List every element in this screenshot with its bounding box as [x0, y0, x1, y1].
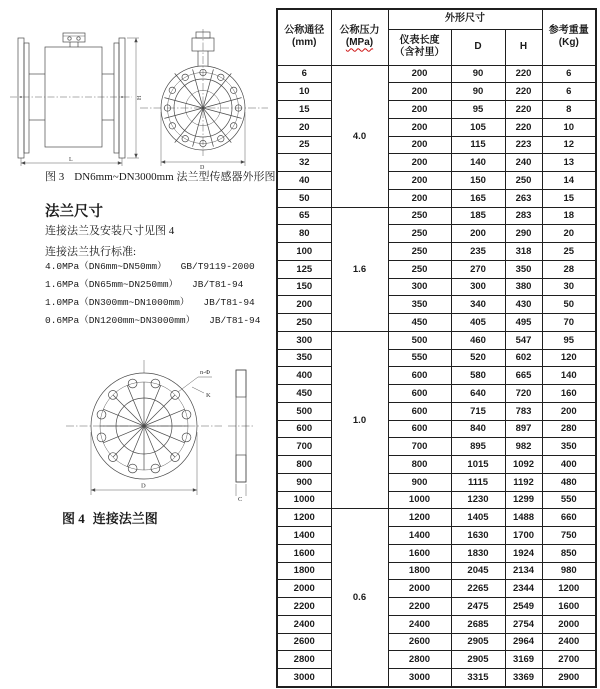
flange-table-body	[277, 65, 596, 687]
cell-weight: 50	[542, 296, 596, 314]
cell-d: 90	[451, 65, 505, 83]
cell-d: 115	[451, 136, 505, 154]
cell-meter-length: 250	[388, 225, 451, 243]
cell-d: 1115	[451, 473, 505, 491]
cell-weight: 1200	[542, 580, 596, 598]
table-row	[277, 83, 596, 101]
cell-meter-length: 2600	[388, 633, 451, 651]
cell-h: 263	[505, 189, 542, 207]
table-row	[277, 402, 596, 420]
sensor-front-view-drawing	[140, 28, 268, 170]
standard-spec: 4.0MPa（DN6mm~DN50mm）	[45, 261, 167, 272]
cell-d: 300	[451, 278, 505, 296]
figure4-caption-number: 图 4	[62, 511, 85, 526]
figure3-caption	[45, 168, 275, 184]
cell-weight: 280	[542, 420, 596, 438]
cell-nominal-diameter: 700	[277, 438, 331, 456]
cell-d: 580	[451, 367, 505, 385]
table-row	[277, 349, 596, 367]
table-row	[277, 509, 596, 527]
cell-nominal-diameter: 3000	[277, 669, 331, 688]
cell-weight: 10	[542, 118, 596, 136]
cell-nominal-pressure: 4.0	[331, 65, 388, 207]
cell-weight: 20	[542, 225, 596, 243]
header-weight-unit: (Kg)	[558, 37, 579, 49]
cell-h: 350	[505, 260, 542, 278]
table-row	[277, 598, 596, 616]
cell-weight: 750	[542, 527, 596, 545]
cell-h: 3169	[505, 651, 542, 669]
cell-nominal-diameter: 1000	[277, 491, 331, 509]
cell-meter-length: 200	[388, 136, 451, 154]
cell-nominal-diameter: 500	[277, 402, 331, 420]
cell-d: 165	[451, 189, 505, 207]
cell-d: 460	[451, 331, 505, 349]
cell-meter-length: 200	[388, 172, 451, 190]
header-h: H	[505, 29, 542, 65]
cell-meter-length: 450	[388, 314, 451, 332]
cell-nominal-diameter: 150	[277, 278, 331, 296]
table-row	[277, 438, 596, 456]
cell-weight: 2000	[542, 615, 596, 633]
cell-weight: 14	[542, 172, 596, 190]
cell-meter-length: 900	[388, 473, 451, 491]
cell-d: 2045	[451, 562, 505, 580]
cell-meter-length: 2400	[388, 615, 451, 633]
standard-item	[45, 312, 260, 330]
cell-d: 2685	[451, 615, 505, 633]
cell-weight: 120	[542, 349, 596, 367]
cell-weight: 660	[542, 509, 596, 527]
cell-d: 640	[451, 385, 505, 403]
cell-d: 520	[451, 349, 505, 367]
cell-h: 1924	[505, 544, 542, 562]
standard-spec: 1.6MPa（DN65mm~DN250mm）	[45, 279, 179, 290]
cell-nominal-diameter: 1600	[277, 544, 331, 562]
cell-meter-length: 250	[388, 243, 451, 261]
cell-meter-length: 200	[388, 101, 451, 119]
cell-weight: 160	[542, 385, 596, 403]
table-row	[277, 562, 596, 580]
table-row	[277, 544, 596, 562]
cell-h: 1488	[505, 509, 542, 527]
cell-weight: 200	[542, 402, 596, 420]
cell-nominal-diameter: 2200	[277, 598, 331, 616]
standard-item	[45, 294, 260, 312]
table-row	[277, 456, 596, 474]
cell-meter-length: 800	[388, 456, 451, 474]
cell-h: 1092	[505, 456, 542, 474]
table-row	[277, 331, 596, 349]
table-row	[277, 278, 596, 296]
table-row	[277, 296, 596, 314]
cell-nominal-diameter: 1800	[277, 562, 331, 580]
cell-nominal-diameter: 65	[277, 207, 331, 225]
flange-spec-table	[276, 8, 597, 688]
cell-d: 2265	[451, 580, 505, 598]
cell-meter-length: 200	[388, 154, 451, 172]
cell-d: 90	[451, 83, 505, 101]
cell-h: 897	[505, 420, 542, 438]
label-bolt-count: n-Φ	[200, 369, 211, 376]
header-meter-length	[388, 29, 451, 65]
table-row	[277, 118, 596, 136]
cell-h: 2549	[505, 598, 542, 616]
cell-nominal-diameter: 250	[277, 314, 331, 332]
cell-nominal-diameter: 32	[277, 154, 331, 172]
header-length-line1: 仪表长度	[399, 35, 440, 46]
table-row	[277, 385, 596, 403]
connection-flange-drawing	[52, 340, 257, 505]
cell-d: 840	[451, 420, 505, 438]
cell-weight: 12	[542, 136, 596, 154]
cell-meter-length: 200	[388, 65, 451, 83]
flange-spokes	[100, 382, 188, 470]
cell-weight: 480	[542, 473, 596, 491]
standard-spec: 1.0MPa（DN300mm~DN1000mm）	[45, 297, 190, 308]
cell-h: 720	[505, 385, 542, 403]
cell-weight: 70	[542, 314, 596, 332]
cell-nominal-diameter: 6	[277, 65, 331, 83]
cell-nominal-diameter: 2600	[277, 633, 331, 651]
cell-nominal-diameter: 900	[277, 473, 331, 491]
cell-d: 270	[451, 260, 505, 278]
cell-weight: 850	[542, 544, 596, 562]
cell-nominal-diameter: 100	[277, 243, 331, 261]
cell-d: 2905	[451, 651, 505, 669]
flange-standards-list	[45, 258, 260, 330]
table-row	[277, 243, 596, 261]
cell-meter-length: 250	[388, 260, 451, 278]
cell-meter-length: 1400	[388, 527, 451, 545]
cell-nominal-diameter: 80	[277, 225, 331, 243]
table-row	[277, 65, 596, 83]
cell-h: 283	[505, 207, 542, 225]
cell-weight: 95	[542, 331, 596, 349]
cell-nominal-diameter: 125	[277, 260, 331, 278]
cell-meter-length: 600	[388, 385, 451, 403]
table-row	[277, 491, 596, 509]
cell-meter-length: 1000	[388, 491, 451, 509]
cell-meter-length: 200	[388, 83, 451, 101]
cell-d: 185	[451, 207, 505, 225]
cell-d: 405	[451, 314, 505, 332]
table-row	[277, 580, 596, 598]
standard-code: GB/T9119-2000	[180, 261, 255, 272]
cell-d: 715	[451, 402, 505, 420]
cell-d: 95	[451, 101, 505, 119]
header-dn-unit: (mm)	[292, 37, 317, 49]
flange-intro-line2: 连接法兰执行标准:	[45, 246, 137, 258]
table-row	[277, 367, 596, 385]
cell-nominal-diameter: 400	[277, 367, 331, 385]
table-row	[277, 225, 596, 243]
cell-h: 982	[505, 438, 542, 456]
cell-meter-length: 2000	[388, 580, 451, 598]
cell-nominal-diameter: 2800	[277, 651, 331, 669]
cell-meter-length: 700	[388, 438, 451, 456]
cell-d: 105	[451, 118, 505, 136]
table-row	[277, 189, 596, 207]
cell-meter-length: 550	[388, 349, 451, 367]
cell-meter-length: 600	[388, 402, 451, 420]
cell-meter-length: 300	[388, 278, 451, 296]
cell-weight: 30	[542, 278, 596, 296]
cell-nominal-diameter: 15	[277, 101, 331, 119]
header-nominal-pressure	[331, 9, 388, 65]
cell-meter-length: 2200	[388, 598, 451, 616]
cell-h: 250	[505, 172, 542, 190]
cell-nominal-pressure: 1.0	[331, 331, 388, 509]
cell-nominal-diameter: 450	[277, 385, 331, 403]
cell-h: 290	[505, 225, 542, 243]
flange-table-header	[277, 9, 596, 65]
cell-h: 2754	[505, 615, 542, 633]
cell-h: 602	[505, 349, 542, 367]
cell-h: 220	[505, 65, 542, 83]
cell-meter-length: 600	[388, 367, 451, 385]
cell-weight: 2400	[542, 633, 596, 651]
cell-nominal-diameter: 2400	[277, 615, 331, 633]
cell-d: 2475	[451, 598, 505, 616]
cell-meter-length: 500	[388, 331, 451, 349]
dim-label-d: D	[200, 165, 205, 170]
cell-h: 220	[505, 83, 542, 101]
cell-weight: 6	[542, 65, 596, 83]
dim-label-h: H	[137, 95, 143, 100]
table-row	[277, 260, 596, 278]
cell-d: 1405	[451, 509, 505, 527]
cell-weight: 550	[542, 491, 596, 509]
cell-weight: 25	[542, 243, 596, 261]
cell-weight: 350	[542, 438, 596, 456]
table-row	[277, 633, 596, 651]
cell-h: 220	[505, 101, 542, 119]
cell-nominal-diameter: 50	[277, 189, 331, 207]
cell-meter-length: 600	[388, 420, 451, 438]
cell-h: 2964	[505, 633, 542, 651]
cell-nominal-diameter: 800	[277, 456, 331, 474]
standard-item	[45, 258, 260, 276]
header-reference-weight	[542, 9, 596, 65]
cell-h: 240	[505, 154, 542, 172]
figure4-caption	[62, 508, 158, 527]
table-row	[277, 669, 596, 688]
label-flange-d: D	[141, 482, 146, 490]
standard-item	[45, 276, 260, 294]
header-dn-label: 公称通径	[284, 25, 325, 37]
cell-meter-length: 250	[388, 207, 451, 225]
cell-d: 200	[451, 225, 505, 243]
figure4-caption-text: 连接法兰图	[92, 511, 158, 526]
figure3-caption-text: DN6mm~DN3000mm 法兰型传感器外形图	[74, 171, 276, 183]
cell-meter-length: 1600	[388, 544, 451, 562]
cell-d: 2905	[451, 633, 505, 651]
cell-nominal-diameter: 10	[277, 83, 331, 101]
cell-h: 223	[505, 136, 542, 154]
label-bolt-circle-k: K	[206, 392, 211, 399]
cell-d: 1230	[451, 491, 505, 509]
cell-nominal-pressure: 1.6	[331, 207, 388, 331]
table-row	[277, 615, 596, 633]
table-row	[277, 136, 596, 154]
cell-weight: 15	[542, 189, 596, 207]
table-row	[277, 314, 596, 332]
header-pn-unit: (MPa)	[345, 37, 374, 49]
cell-meter-length: 350	[388, 296, 451, 314]
standard-spec: 0.6MPa（DN1200mm~DN3000mm）	[45, 315, 196, 326]
header-weight-label: 参考重量	[548, 25, 589, 37]
cell-h: 380	[505, 278, 542, 296]
cell-nominal-diameter: 200	[277, 296, 331, 314]
cell-nominal-pressure: 0.6	[331, 509, 388, 687]
cell-nominal-diameter: 2000	[277, 580, 331, 598]
flange-section-heading: 法兰尺寸	[45, 204, 103, 220]
label-flange-c: C	[238, 496, 243, 503]
cell-d: 235	[451, 243, 505, 261]
cell-weight: 28	[542, 260, 596, 278]
cell-nominal-diameter: 600	[277, 420, 331, 438]
table-row	[277, 473, 596, 491]
cell-h: 220	[505, 118, 542, 136]
cell-meter-length: 3000	[388, 669, 451, 688]
cell-h: 1299	[505, 491, 542, 509]
table-row	[277, 207, 596, 225]
table-row	[277, 154, 596, 172]
cell-h: 2344	[505, 580, 542, 598]
cell-weight: 2900	[542, 669, 596, 688]
cell-d: 3315	[451, 669, 505, 688]
cell-weight: 8	[542, 101, 596, 119]
cell-weight: 1600	[542, 598, 596, 616]
cell-h: 3369	[505, 669, 542, 688]
cell-weight: 6	[542, 83, 596, 101]
cell-weight: 400	[542, 456, 596, 474]
standard-code: JB/T81-94	[192, 279, 244, 290]
cell-meter-length: 1200	[388, 509, 451, 527]
cell-d: 1630	[451, 527, 505, 545]
cell-nominal-diameter: 1400	[277, 527, 331, 545]
cell-d: 1830	[451, 544, 505, 562]
flange-intro-line1: 连接法兰及安装尺寸见图 4	[45, 225, 175, 237]
cell-nominal-diameter: 25	[277, 136, 331, 154]
figure3-caption-number: 图 3	[45, 171, 65, 183]
cell-d: 150	[451, 172, 505, 190]
standard-code: JB/T81-94	[209, 315, 261, 326]
cell-h: 318	[505, 243, 542, 261]
table-row	[277, 101, 596, 119]
standard-code: JB/T81-94	[203, 297, 255, 308]
cell-nominal-diameter: 350	[277, 349, 331, 367]
cell-h: 665	[505, 367, 542, 385]
cell-h: 495	[505, 314, 542, 332]
table-row	[277, 651, 596, 669]
cell-meter-length: 200	[388, 189, 451, 207]
cell-h: 1192	[505, 473, 542, 491]
cell-meter-length: 1800	[388, 562, 451, 580]
header-pn-label: 公称压力	[339, 25, 380, 37]
cell-nominal-diameter: 20	[277, 118, 331, 136]
cell-weight: 980	[542, 562, 596, 580]
cell-weight: 13	[542, 154, 596, 172]
sensor-side-view-drawing	[8, 30, 144, 168]
header-length-line2: （含衬里）	[394, 47, 445, 58]
cell-weight: 18	[542, 207, 596, 225]
header-nominal-diameter	[277, 9, 331, 65]
cell-d: 140	[451, 154, 505, 172]
cell-nominal-diameter: 40	[277, 172, 331, 190]
dim-label-l: L	[69, 157, 73, 163]
cell-h: 783	[505, 402, 542, 420]
cell-meter-length: 200	[388, 118, 451, 136]
table-row	[277, 527, 596, 545]
cell-h: 1700	[505, 527, 542, 545]
table-row	[277, 172, 596, 190]
table-row	[277, 420, 596, 438]
cell-weight: 2700	[542, 651, 596, 669]
cell-nominal-diameter: 300	[277, 331, 331, 349]
cell-h: 547	[505, 331, 542, 349]
cell-d: 1015	[451, 456, 505, 474]
header-outline-dimensions: 外形尺寸	[388, 9, 542, 29]
cell-h: 2134	[505, 562, 542, 580]
cell-d: 340	[451, 296, 505, 314]
cell-weight: 140	[542, 367, 596, 385]
header-d: D	[451, 29, 505, 65]
cell-nominal-diameter: 1200	[277, 509, 331, 527]
cell-meter-length: 2800	[388, 651, 451, 669]
cell-d: 895	[451, 438, 505, 456]
cell-h: 430	[505, 296, 542, 314]
